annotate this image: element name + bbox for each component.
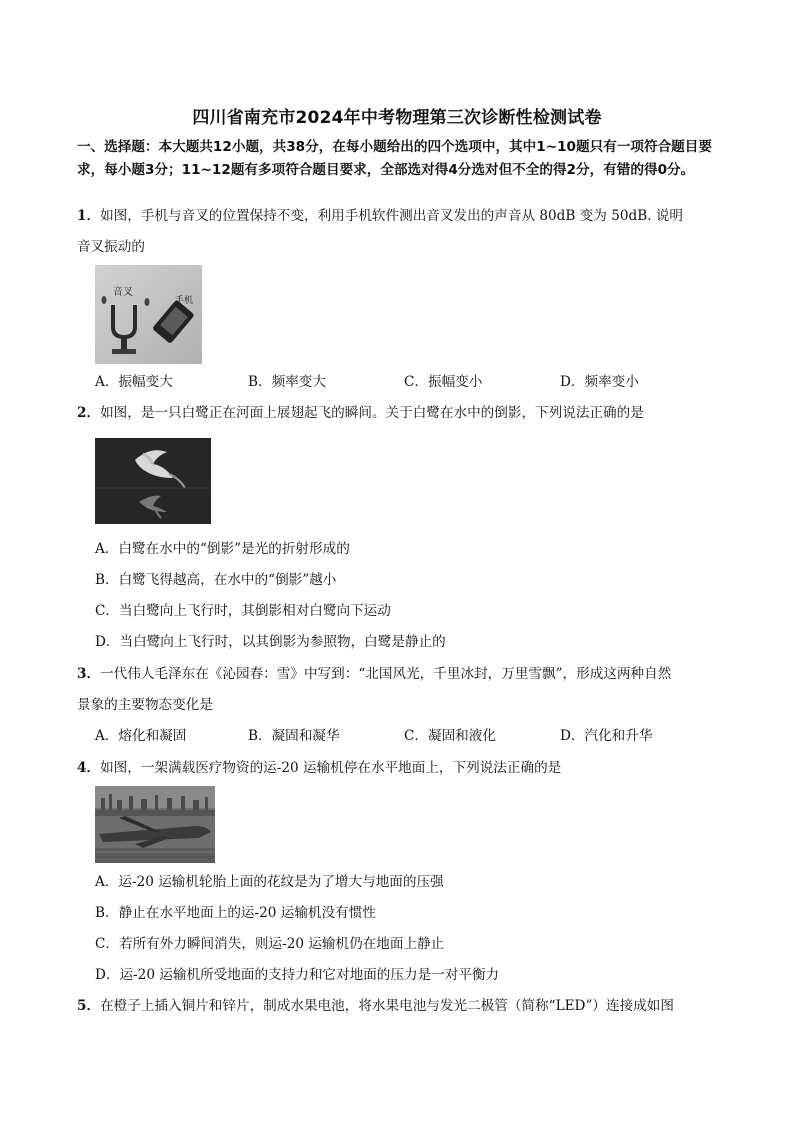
question-3-number: 3． [77, 666, 101, 682]
question-4-number: 4． [77, 760, 101, 776]
egret-reflection-figure [95, 438, 211, 524]
question-5-text: 在橙子上插入铜片和锌片，制成水果电池，将水果电池与发光二极管（简称“LED”）连接成如图 [100, 998, 674, 1014]
question-2-text: 如图，是一只白鹭正在河面上展翅起飞的瞬间。关于白鹭在水中的倒影，下列说法正确的是 [100, 405, 644, 421]
figure-label-tuning-fork: 音叉 [113, 287, 133, 298]
section-heading: 一、选择题：本大题共12小题，共38分，在每小题给出的四个选项中，其中1~10题只有一项符合题目要求，每小题3分；11~12题有多项符合题目要求，全部选对得4分选对但不全的得2分，有错的得0分。 [77, 139, 712, 178]
q4-option-c: C．若所有外力瞬间消失，则运-20 运输机仍在地面上静止 [95, 936, 445, 952]
q4-option-d: D．运-20 运输机所受地面的支持力和它对地面的压力是一对平衡力 [95, 967, 500, 983]
q3-option-d: D．汽化和升华 [560, 728, 653, 744]
question-3-line-1 [77, 665, 671, 683]
question-1-number: 1． [77, 208, 101, 224]
q2-option-d: D．当白鹭向上飞行时，以其倒影为参照物，白鹭是静止的 [95, 634, 446, 650]
transport-aircraft-image [95, 786, 215, 863]
q2-option-c: C．当白鹭向上飞行时，其倒影相对白鹭向下运动 [95, 603, 391, 619]
question-5-number: 5． [77, 998, 101, 1014]
q1-option-a: A．振幅变大 [95, 374, 173, 390]
question-2-line-1 [77, 404, 644, 422]
q2-option-a: A．白鹭在水中的“倒影”是光的折射形成的 [95, 541, 350, 557]
q3-option-b: B．凝固和凝华 [248, 728, 340, 744]
tuning-fork-phone-image [95, 265, 202, 364]
q4-option-a: A．运-20 运输机轮胎上面的花纹是为了增大与地面的压强 [95, 874, 444, 890]
question-3-text: 一代伟人毛泽东在《沁园春：雪》中写到：“北国风光，千里冰封，万里雪飘”，形成这两种自然 [100, 666, 672, 682]
q1-option-c: C．振幅变小 [404, 374, 483, 390]
figure-label-phone: 手机 [175, 296, 194, 306]
egret-reflection-image [95, 438, 211, 524]
transport-aircraft-figure [95, 786, 215, 863]
page-title: 四川省南充市2024年中考物理第三次诊断性检测试卷 [192, 108, 602, 128]
question-4-text: 如图，一架满载医疗物资的运-20 运输机停在水平地面上，下列说法正确的是 [100, 760, 562, 776]
question-1-text: 如图，手机与音叉的位置保持不变，利用手机软件测出音叉发出的声音从 80dB 变为 50dB. 说明 [100, 208, 684, 224]
question-1-line-2: 音叉振动的 [77, 239, 145, 255]
question-2-number: 2． [77, 405, 101, 421]
q2-option-b: B．白鹭飞得越高，在水中的“倒影”越小 [95, 572, 337, 588]
question-5-line-1 [77, 997, 674, 1015]
tuning-fork-phone-figure [95, 265, 202, 364]
q3-option-c: C．凝固和液化 [404, 728, 496, 744]
question-1-line-1 [77, 207, 683, 225]
q1-option-d: D．频率变小 [560, 374, 639, 390]
question-4-line-1 [77, 759, 561, 777]
q4-option-b: B．静止在水平地面上的运-20 运输机没有惯性 [95, 905, 376, 921]
question-3-line-2: 景象的主要物态变化是 [77, 697, 213, 713]
q1-option-b: B．频率变大 [248, 374, 326, 390]
q3-option-a: A．熔化和凝固 [95, 728, 187, 744]
